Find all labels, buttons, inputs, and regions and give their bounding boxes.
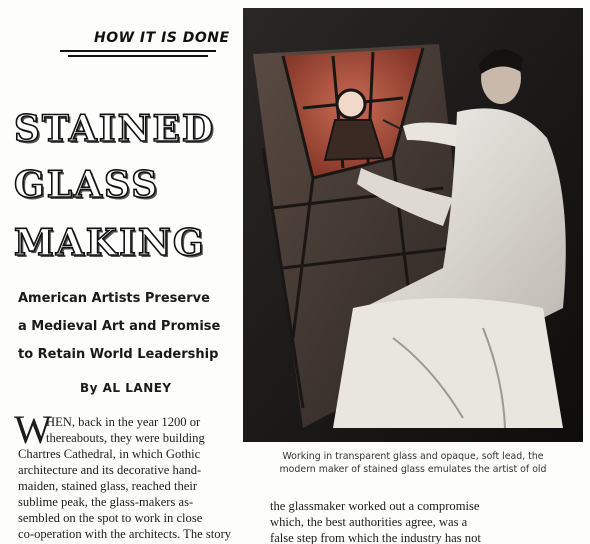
body-line-right: which, the best authorities agree, was a xyxy=(270,515,468,529)
body-line: sublime peak, the glass-makers as- xyxy=(18,495,194,509)
body-line: maiden, stained glass, reached their xyxy=(18,479,198,493)
body-line: co-operation with the architects. The story xyxy=(18,527,232,541)
body-line-right: the glassmaker worked out a compromise xyxy=(270,499,480,513)
subhead-line-2: a Medieval Art and Promise xyxy=(18,319,221,334)
artist-photo xyxy=(243,8,583,442)
kicker-rule-bottom xyxy=(68,55,208,57)
title-line-3: MAKING xyxy=(14,222,206,264)
body-line: sembled on the spot to work in close xyxy=(18,511,203,525)
body-line: Chartres Cathedral, in which Gothic xyxy=(18,447,201,461)
subhead-line-3: to Retain World Leadership xyxy=(18,347,219,362)
kicker-rule-top xyxy=(60,50,216,52)
title-line-1: STAINED xyxy=(14,108,216,150)
body-line: architecture and its decorative hand- xyxy=(18,463,202,477)
section-kicker xyxy=(60,30,230,60)
stained-glass-artist-illustration xyxy=(243,8,583,442)
drop-cap: W xyxy=(14,407,52,452)
subhead-line-1: American Artists Preserve xyxy=(18,291,210,306)
caption-line-1: Working in transparent glass and opaque, soft lead, the xyxy=(282,451,544,462)
body-line: HEN, back in the year 1200 or xyxy=(46,415,201,429)
kicker-text: HOW IT IS DONE xyxy=(94,30,230,46)
caption-line-2: modern maker of stained glass emulates the artist of old xyxy=(279,464,547,475)
photo-caption xyxy=(243,450,583,476)
body-line: thereabouts, they were building xyxy=(46,431,205,445)
byline: By AL LANEY xyxy=(80,381,172,395)
title-line-2: GLASS xyxy=(14,164,160,206)
body-line-right: false step from which the industry has not xyxy=(270,531,481,544)
